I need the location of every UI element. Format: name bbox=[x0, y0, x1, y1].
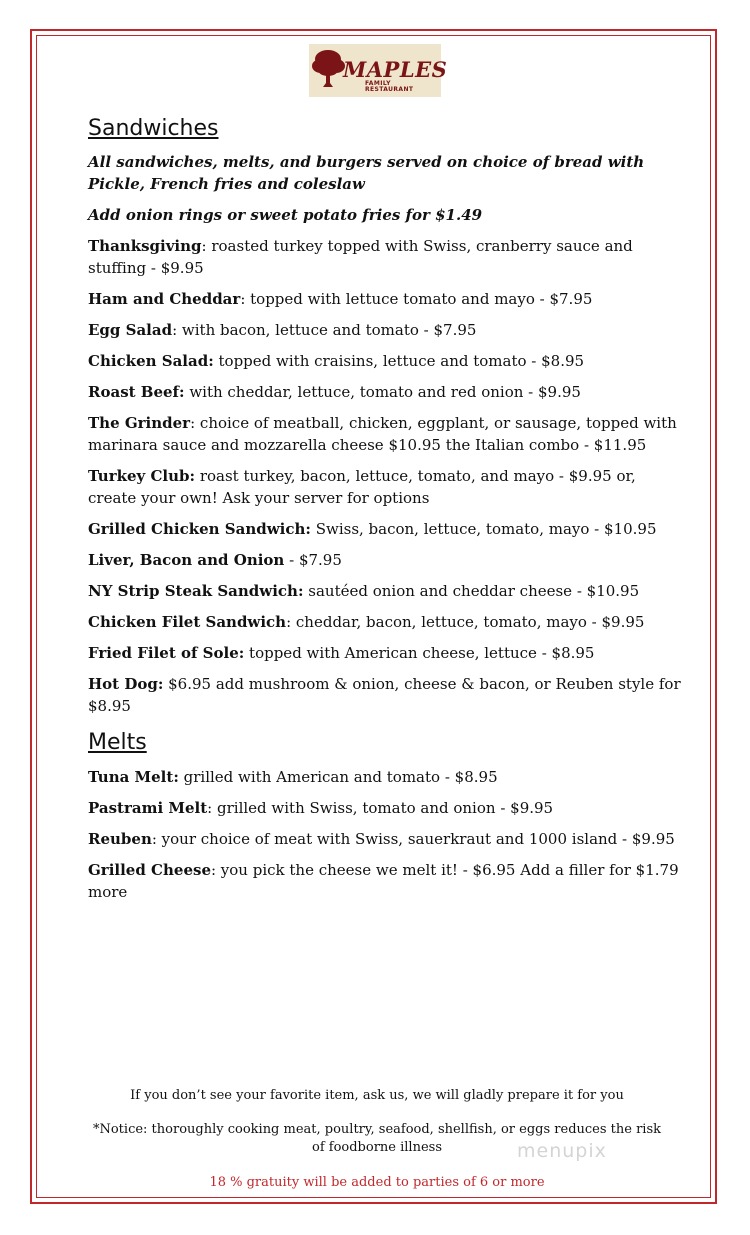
menu-item-name: Egg Salad bbox=[88, 321, 173, 340]
menu-item bbox=[88, 412, 688, 456]
menu-item-name: Grilled Cheese bbox=[88, 860, 211, 879]
section-note: All sandwiches, melts, and burgers served on choice of bread with Pickle, French fries and coleslaw bbox=[88, 153, 645, 194]
menu-item-name: Turkey Club: bbox=[88, 467, 196, 486]
restaurant-logo bbox=[309, 44, 448, 97]
menu-item bbox=[88, 859, 688, 903]
menu-item-name: Fried Filet of Sole: bbox=[88, 644, 245, 663]
menu-item-description: : cheddar, bacon, lettuce, tomato, mayo - $9.95 bbox=[286, 613, 645, 632]
section-note: Add onion rings or sweet potato fries for $1.49 bbox=[88, 206, 483, 225]
menu-item-description: : topped with lettuce tomato and mayo - $7.95 bbox=[240, 290, 593, 309]
menu-item bbox=[88, 319, 688, 341]
menu-item-description: : with bacon, lettuce and tomato - $7.95 bbox=[172, 321, 477, 340]
menu-item bbox=[88, 381, 688, 403]
menu-item-name: Grilled Chicken Sandwich: bbox=[88, 520, 311, 539]
menu-item bbox=[88, 288, 688, 310]
menu-item bbox=[88, 549, 688, 571]
section-title: Sandwiches bbox=[88, 116, 219, 141]
menu-item bbox=[88, 235, 688, 279]
menu-item-description: grilled with American and tomato - $8.95 bbox=[178, 767, 498, 786]
menu-item-description: Swiss, bacon, lettuce, tomato, mayo - $10.95 bbox=[310, 520, 657, 539]
menu-item bbox=[88, 580, 688, 602]
menu-item-description: topped with craisins, lettuce and tomato - $8.95 bbox=[213, 352, 585, 371]
menu-item-name: Chicken Salad: bbox=[88, 352, 214, 371]
menu-content bbox=[88, 116, 688, 912]
menu-item-description: : you pick the cheese we melt it! - $6.95 Add a filler for $1.79 more bbox=[88, 860, 679, 901]
menu-item bbox=[88, 797, 688, 819]
menu-item bbox=[88, 642, 688, 664]
footer-request-note: If you don’t see your favorite item, ask us, we will gladly prepare it for you bbox=[130, 1088, 624, 1103]
menu-item-description: : choice of meatball, chicken, eggplant, or sausage, topped with marinara sauce and mozzarella cheese $10.95 the Italian combo - $11.95 bbox=[88, 414, 677, 455]
menu-item-name: NY Strip Steak Sandwich: bbox=[88, 582, 304, 601]
watermark: menupix bbox=[517, 1140, 607, 1162]
footer-gratuity-note: 18 % gratuity will be added to parties of 6 or more bbox=[209, 1175, 545, 1190]
menu-item-description: : roasted turkey topped with Swiss, cranberry sauce and stuffing - $9.95 bbox=[88, 237, 633, 278]
menu-item-description: sautéed onion and cheddar cheese - $10.95 bbox=[303, 582, 640, 601]
menu-item-description: topped with American cheese, lettuce - $8.95 bbox=[244, 644, 595, 663]
menu-item-name: Liver, Bacon and Onion bbox=[88, 551, 285, 570]
menu-item-name: Thanksgiving bbox=[88, 237, 202, 256]
menu-item-name: The Grinder bbox=[88, 414, 191, 433]
menu-item bbox=[88, 611, 688, 633]
logo-name: MAPLES bbox=[343, 57, 448, 82]
footer-food-notice: *Notice: thoroughly cooking meat, poultry, seafood, shellfish, or eggs reduces the risk of foodborne illness bbox=[92, 1122, 662, 1155]
menu-item bbox=[88, 518, 688, 540]
menu-item bbox=[88, 465, 688, 509]
menu-item bbox=[88, 766, 688, 788]
menu-item-description: with cheddar, lettuce, tomato and red onion - $9.95 bbox=[184, 383, 581, 402]
menu-item-name: Chicken Filet Sandwich bbox=[88, 613, 287, 632]
menu-item bbox=[88, 350, 688, 372]
menu-item-name: Ham and Cheddar bbox=[88, 290, 241, 309]
menu-item-name: Pastrami Melt bbox=[88, 798, 208, 817]
menu-item-description: : grilled with Swiss, tomato and onion - $9.95 bbox=[207, 798, 554, 817]
menu-item-name: Hot Dog: bbox=[88, 675, 164, 694]
menu-item-description: $6.95 add mushroom & onion, cheese & bacon, or Reuben style for $8.95 bbox=[88, 675, 681, 716]
section-title: Melts bbox=[88, 730, 147, 756]
menu-item-description: - $7.95 bbox=[284, 551, 342, 570]
menu-item bbox=[88, 828, 688, 850]
menu-item-description: roast turkey, bacon, lettuce, tomato, and mayo - $9.95 or, create your own! Ask your server for options bbox=[88, 467, 636, 508]
logo-subtitle: FAMILY RESTAURANT bbox=[365, 80, 414, 93]
menu-item-name: Tuna Melt: bbox=[88, 767, 179, 786]
menu-item-name: Roast Beef: bbox=[88, 383, 185, 402]
menu-item bbox=[88, 673, 688, 717]
menu-item-description: : your choice of meat with Swiss, sauerkraut and 1000 island - $9.95 bbox=[151, 829, 675, 848]
menu-item-name: Reuben bbox=[88, 829, 152, 848]
